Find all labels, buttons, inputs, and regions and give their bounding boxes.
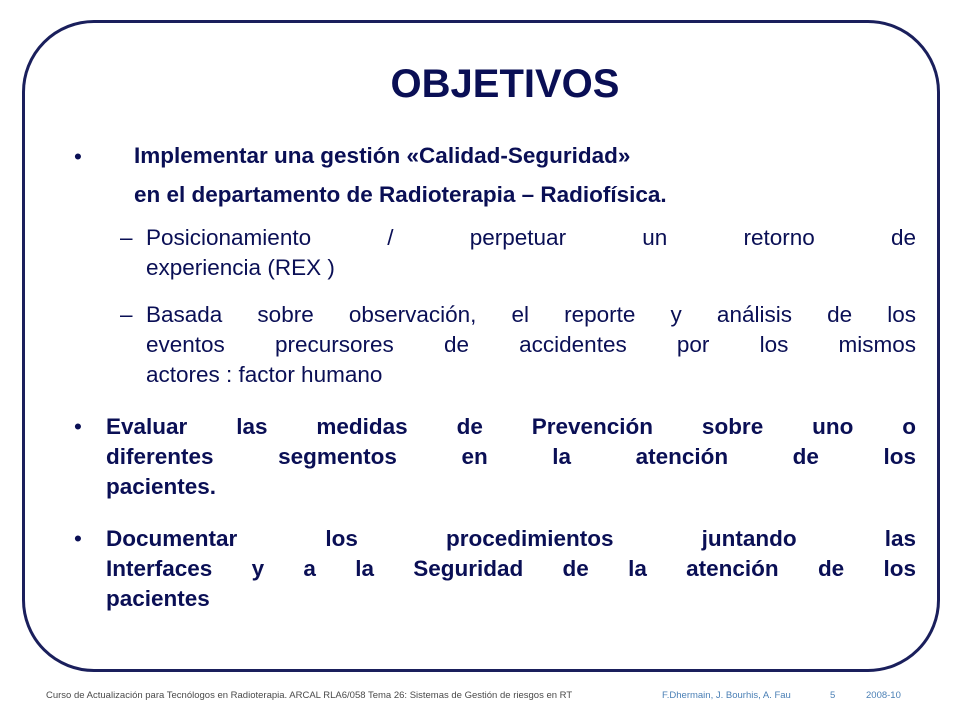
sub-1-line-2: experiencia (REX ) [146,255,335,280]
slide-title: OBJETIVOS [390,62,620,106]
bullet-2-marker: • [74,414,82,439]
footer-date: 2008-10 [866,690,901,701]
footer-authors: F.Dhermain, J. Bourhis, A. Fau [662,690,791,701]
sub-1-line-1: Posicionamiento / perpetuar un retorno de [146,225,916,250]
sub-2-dash: – [120,302,133,327]
sub-2-text [146,300,916,390]
bullet-3-marker: • [74,526,82,551]
sub-2-line-2: eventos precursores de accidentes por los mismos [146,332,916,357]
sub-1-dash: – [120,225,133,250]
bullet-1-marker: • [74,144,82,169]
bullet-2-line-2: diferentes segmentos en la atención de los [106,444,916,469]
footer-page-number: 5 [830,690,836,701]
bullet-2-line-1: Evaluar las medidas de Prevención sobre uno o [106,414,916,439]
sub-2-line-1: Basada sobre observación, el reporte y análisis de los [146,302,916,327]
bullet-3-line-2: Interfaces y a la Seguridad de la atención de los [106,556,916,581]
footer-course: Curso de Actualización para Tecnólogos en Radioterapia. ARCAL RLA6/058 Tema 26: Sistemas de Gestión de riesgos en RT [46,690,573,701]
sub-1-text [146,223,916,283]
bullet-3-line-3: pacientes [106,586,210,611]
bullet-3-line-1: Documentar los procedimientos juntando las [106,526,916,551]
bullet-3-text [106,524,916,614]
bullet-2-line-3: pacientes. [106,474,217,499]
bullet-2-text [106,412,916,502]
sub-2-line-3: actores : factor humano [146,362,383,387]
bullet-1-line-2: en el departamento de Radioterapia – Radiofísica. [134,182,667,207]
bullet-1-line-1: Implementar una gestión «Calidad-Seguridad» [134,143,631,168]
